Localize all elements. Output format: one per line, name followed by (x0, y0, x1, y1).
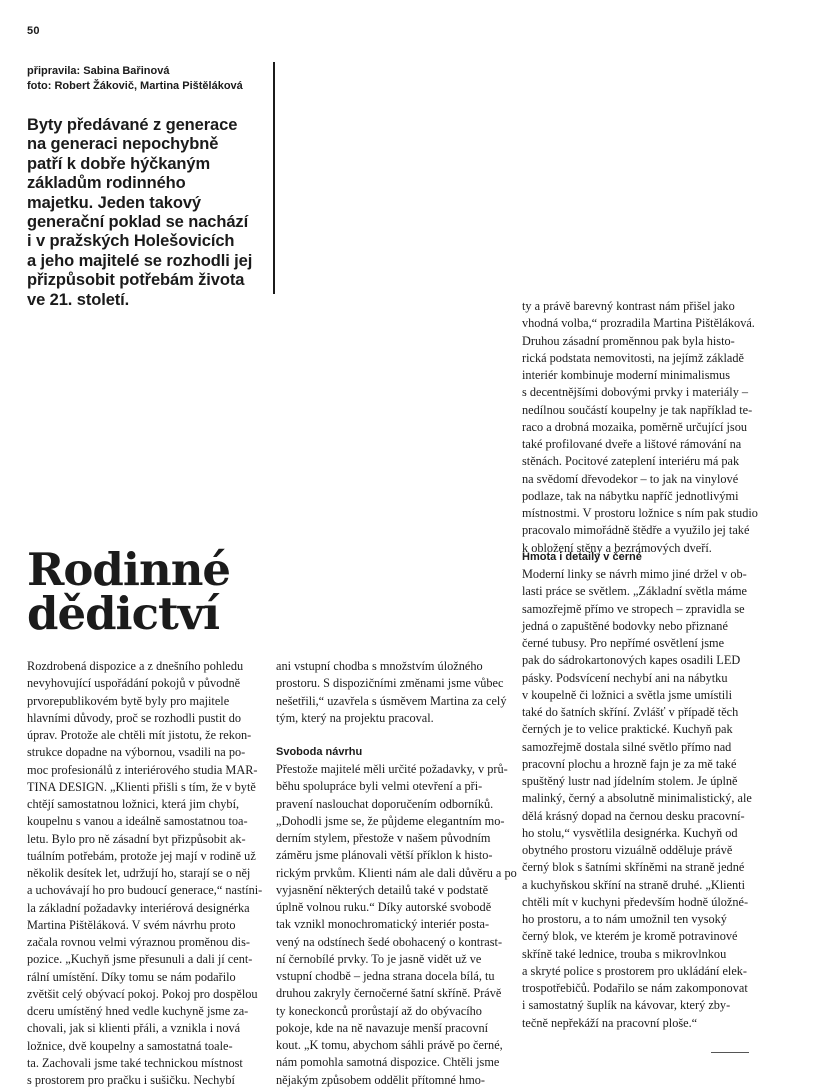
text-line: a kuchyňskou skříní na straně druhé. „Klienti (522, 877, 745, 892)
text-line: obytného prostoru vizuálně odděluje právě (522, 843, 733, 857)
body-column-3-text (522, 566, 752, 1032)
text-line: úprav. Protože ale chtěli mít jistotu, že rekon- (27, 728, 252, 742)
text-line: černé tubusy. Pro nepřímé osvětlení jsme (522, 636, 725, 650)
text-line: i v pražských Holešovicích (27, 232, 235, 251)
body-column-3-bottom (522, 549, 752, 1032)
text-line: a skryté police s prostorem pro ukládání elek- (522, 963, 748, 978)
body-column-2-top (276, 658, 507, 727)
text-line: vyjasnění některých detailů také v podstatě (276, 882, 489, 897)
text-line: nešetřili,“ uzavřela s úsměvem Martina za celý (276, 693, 507, 708)
text-line: TINA DESIGN. „Klienti přišli s tím, že v bytě (27, 779, 256, 794)
text-line: záměru jsme plánovali větší příklon k histo- (276, 848, 493, 863)
text-line: samozřejmě dostala silné světlo přímo nad (522, 739, 732, 754)
text-line: generační poklad se nachází (27, 213, 249, 232)
text-line: lasti práce se světlem. „Základní světla máme (522, 584, 748, 599)
text-line: moc profesionálů z interiérového studia MAR- (27, 762, 258, 777)
text-line: základům rodinného (27, 174, 186, 193)
text-line: na svědomí dřevodekor – to jak na vinylové (522, 471, 739, 486)
text-line: a jeho majitelé se rozhodli jej (27, 251, 253, 270)
subheading-svoboda-navrhu: Svoboda návrhu (276, 746, 363, 758)
text-line: Rodinné (27, 543, 231, 596)
text-line: Martina Pištěláková. V svém návrhu proto (27, 917, 236, 932)
text-line: Druhou zásadní proměnnou pak byla histo- (522, 333, 735, 348)
text-line: strukce dopadne na výbornou, vsadili na po- (27, 745, 246, 760)
text-line: vhodná volba,“ prozradila Martina Pištěláková. (522, 316, 755, 331)
text-line: ho prostoru, a to nám umožnil ten vysoký (522, 912, 727, 926)
text-line: černý blok s šatními skříněmi na straně jedné (522, 860, 745, 875)
text-line: přizpůsobit potřebám života (27, 271, 245, 290)
text-line: malinký, černý a absolutně minimalistický, ale (522, 791, 752, 806)
text-line: koupelnu s vanou a ideálně samostatnou toa- (27, 814, 248, 829)
text-line: patří k dobře hýčkaným (27, 154, 211, 173)
subheading-hmota-i-detaily: Hmota i detaily v černé (522, 551, 642, 563)
text-line: úplně volnou ruku.“ Díky autorské svobodě (276, 900, 492, 914)
text-line: také do šatních skříní. Zvlášť v případě těch (522, 705, 739, 719)
text-line: pozice. „Kuchyň jsme přesunuli a dali jí cent- (27, 952, 253, 967)
text-line: raco a drobná mozaika, poměrně určující jsou (522, 419, 748, 434)
text-line: nevyhovující uspořádání pokojů v původně (27, 676, 241, 691)
lead-paragraph (27, 116, 259, 310)
text-line: pracovní plochu a hrozně fajn je za mě také (522, 756, 737, 771)
text-line: pak do sádrokartonových kapes osadili LED (522, 653, 741, 668)
text-line: ho stolu,“ vysvětlila designérka. Kuchyň od (522, 825, 738, 840)
text-line: rickým prvkům. Klienti nám ale dali důvěru a po (276, 865, 517, 880)
text-line: letu. Bylo pro ně zásadní byt přizpůsobit ak- (27, 831, 246, 846)
text-line: pásky. Podsvícení nechybí ani na nábytku (522, 670, 728, 685)
text-line: s decentnějšími dobovými prvky i materiály – (522, 385, 749, 400)
text-line: samozřejmě přímo ve stropech – zpravidla se (522, 601, 745, 616)
text-line: ani vstupní chodba s množstvím úložného (276, 659, 483, 673)
article-title (27, 543, 327, 640)
text-line: ty koneckonců prorůstají až do obývacího (276, 1003, 482, 1018)
text-line: interiér kombinuje moderní minimalismus (522, 368, 730, 382)
text-line: ložnice, dvě koupelny a samostatná toale- (27, 1038, 233, 1053)
text-line: podlaze, tak na nábytku napříč jednotlivými (522, 488, 739, 503)
text-line: běhu spolupráce byli velmi otevření a při- (276, 779, 483, 794)
text-line: druhou zakryly černočerné šatní skříně. Právě (276, 986, 502, 1001)
text-line: dělá krásný dopad na černou desku pracovní- (522, 808, 745, 823)
text-line: stěnách. Pocitové zateplení interiéru má pak (522, 454, 740, 469)
text-line: chtějí samostatnou ložnici, která jim chybí, (27, 797, 240, 811)
text-line: a uchovávají ho pro budoucí generace,“ nastíni- (27, 883, 263, 898)
text-line: Moderní linky se návrh mimo jiné držel v ob- (522, 567, 747, 581)
text-line: k obložení stěny a bezrámových dveří. (522, 540, 712, 555)
text-line: skříně také lednice, trouba s mikrovlnkou (522, 946, 727, 961)
body-column-1 (27, 658, 263, 1089)
text-line: jedná o zapuštěné bodovky nebo přiznané (522, 618, 728, 633)
end-of-article-rule (711, 1052, 749, 1053)
paragraph-gap (276, 727, 502, 744)
text-line: majetku. Jeden takový (27, 193, 201, 212)
text-line: kout. „K tomu, abychom sáhli právě po černé, (276, 1038, 503, 1052)
credits (27, 64, 272, 94)
text-line: prvorepublikovém bytě byly pro majitele (27, 693, 230, 708)
text-line: několik desítek let, udržují ho, starají se o něj (27, 866, 251, 880)
text-line: rální umístění. Díky tomu se nám podařilo (27, 969, 236, 984)
text-line: nedílnou součástí koupelny je tak například te- (522, 402, 753, 417)
text-line: trospotřebičů. Podařilo se nám zakomponovat (522, 981, 748, 995)
text-line: zvětšit celý obývací pokoj. Pokoj pro dospělou (27, 986, 258, 1001)
text-line: chtěli mít v kuchyni především hodně úložné- (522, 894, 749, 909)
text-line: ty a právě barevný kontrast nám přišel jako (522, 299, 735, 313)
text-line: „Dohodli jsme se, že půjdeme elegantním mo- (276, 813, 505, 828)
text-line: derním stylem, přestože v našem původním (276, 831, 491, 845)
text-line: dceru umístěný hned vedle kuchyně jsme za- (27, 1004, 249, 1018)
text-line: nějakým způsobem oddělit přítomné hmo- (276, 1072, 486, 1087)
text-line: i samostatný šuplík na kávovar, který zby- (522, 998, 731, 1013)
text-line: pravení naslouchat doporučením odborníků. (276, 796, 494, 811)
text-line: hlavními důvody, proč se rozhodli pustit do (27, 710, 242, 725)
text-line: vený na odstínech šedé obohacený o kontrast- (276, 934, 503, 949)
text-line: spuštěný lustr nad jídelním stolem. Je úplně (522, 774, 738, 788)
text-line: tuálním potřebám, protože jej mají v rodině už (27, 848, 256, 863)
text-line: tým, který na projektu pracoval. (276, 710, 434, 725)
text-line: nám pomohla samotná dispozice. Chtěli jsme (276, 1055, 500, 1070)
text-line: začala rovnou velmi výraznou proměnou dis- (27, 935, 250, 949)
text-line: tečně nepřekáží na pracovní ploše.“ (522, 1015, 698, 1030)
text-line: Přestože majitelé měli určité požadavky, v prů- (276, 762, 508, 776)
text-line: dědictví (27, 587, 220, 640)
body-column-2 (276, 658, 517, 1089)
text-line: vstupní chodbě – jedna strana docela bílá, tu (276, 969, 495, 983)
text-line: také profilované dveře a lištové rámování na (522, 437, 742, 451)
text-line: na generaci nepochybně (27, 135, 219, 154)
text-line: Rozdrobená dispozice a z dnešního pohledu (27, 659, 244, 673)
text-line: místnostmi. V prostoru ložnice s ním pak studio (522, 506, 758, 520)
text-line: tak vznikl monochromatický interiér posta- (276, 917, 490, 932)
text-line: ní černobílé prvky. To je jasně vidět už ve (276, 951, 482, 966)
vertical-divider (273, 62, 275, 294)
body-column-3-top (522, 298, 758, 557)
credit-author: připravila: Sabina Bařinová (27, 65, 170, 77)
text-line: pracovalo mimořádně štědře a využilo jej také (522, 523, 750, 538)
text-line: pokoje, kde na ně navazuje menší pracovní (276, 1020, 489, 1035)
text-line: ta. Zachovali jsme také technickou místnost (27, 1055, 243, 1070)
body-column-2-bottom (276, 761, 517, 1089)
text-line: s prostorem pro pračku i sušičku. Nechybí (27, 1073, 235, 1087)
page-number: 50 (27, 25, 40, 37)
text-line: prostoru. S dispozičními změnami jsme vůbec (276, 676, 504, 691)
text-line: v koupelně či ložnici a světla jsme umístili (522, 687, 733, 702)
text-line: Byty předávané z generace (27, 116, 238, 134)
text-line: la základní požadavky interiérová designérka (27, 900, 250, 915)
text-line: černý blok, ve kterém je kromě potravinové (522, 929, 738, 944)
text-line: chovali, jak si klienti přáli, a vznikla i nová (27, 1021, 241, 1036)
text-line: ve 21. století. (27, 290, 130, 309)
credit-photographer: foto: Robert Žákovič, Martina Pištěláková (27, 80, 243, 92)
text-line: rická podstata nemovitosti, na jejímž základě (522, 350, 744, 365)
text-line: černých je to velice praktické. Kuchyň pak (522, 722, 733, 737)
